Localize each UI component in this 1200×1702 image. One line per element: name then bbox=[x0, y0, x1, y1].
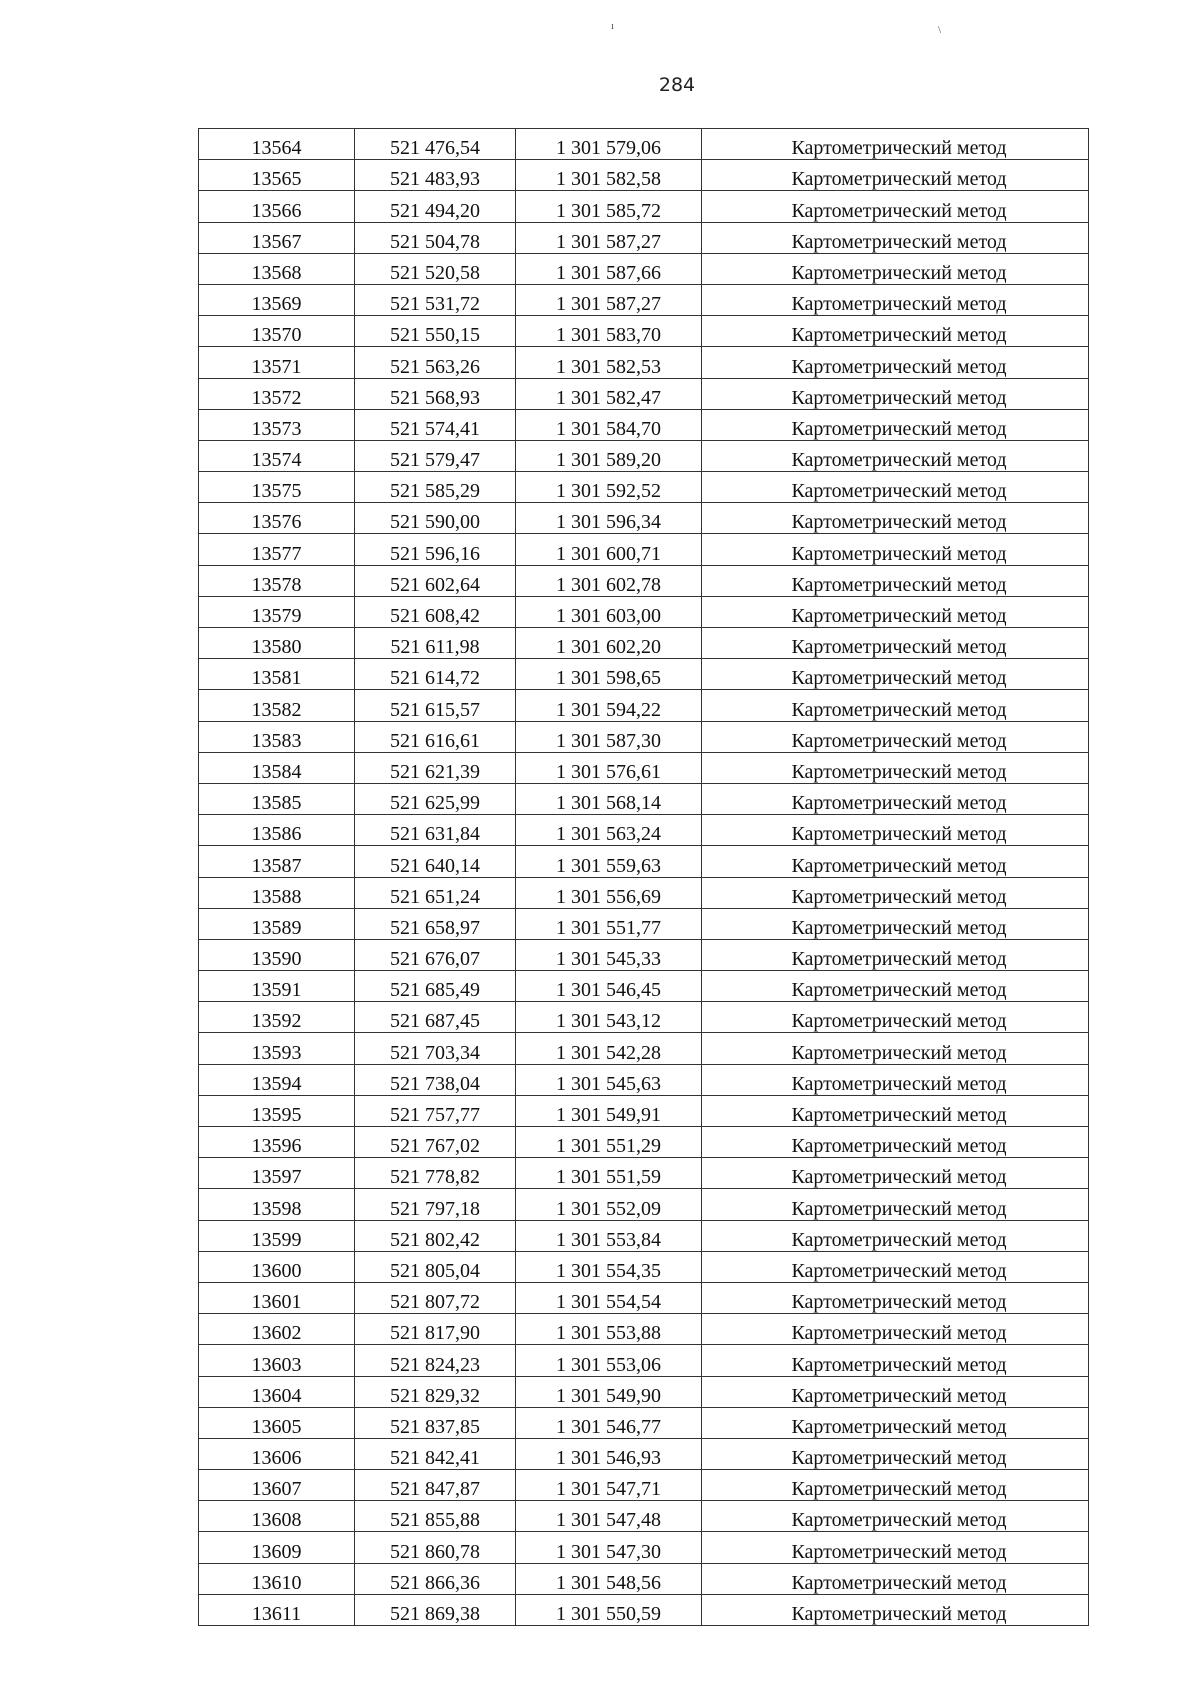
x-coordinate-cell: 521 602,64 bbox=[355, 565, 516, 596]
x-coordinate-cell: 521 631,84 bbox=[355, 815, 516, 846]
point-number-cell: 13585 bbox=[199, 783, 355, 814]
scan-artifact-mark: ı bbox=[611, 20, 615, 32]
method-cell: Картометрический метод bbox=[702, 253, 1089, 284]
point-number-cell: 13587 bbox=[199, 846, 355, 877]
y-coordinate-cell: 1 301 603,00 bbox=[516, 596, 702, 627]
table-row bbox=[199, 129, 1089, 160]
coordinates-table bbox=[198, 128, 1089, 1626]
x-coordinate-cell: 521 757,77 bbox=[355, 1095, 516, 1126]
coordinates-table-body bbox=[199, 129, 1089, 1626]
method-cell: Картометрический метод bbox=[702, 316, 1089, 347]
point-number-cell: 13574 bbox=[199, 440, 355, 471]
y-coordinate-cell: 1 301 582,58 bbox=[516, 160, 702, 191]
table-row bbox=[199, 191, 1089, 222]
x-coordinate-cell: 521 574,41 bbox=[355, 409, 516, 440]
x-coordinate-cell: 521 842,41 bbox=[355, 1438, 516, 1469]
method-cell: Картометрический метод bbox=[702, 409, 1089, 440]
point-number-cell: 13564 bbox=[199, 129, 355, 160]
x-coordinate-cell: 521 579,47 bbox=[355, 440, 516, 471]
point-number-cell: 13605 bbox=[199, 1407, 355, 1438]
method-cell: Картометрический метод bbox=[702, 129, 1089, 160]
point-number-cell: 13582 bbox=[199, 690, 355, 721]
method-cell: Картометрический метод bbox=[702, 1127, 1089, 1158]
table-row bbox=[199, 1033, 1089, 1064]
method-cell: Картометрический метод bbox=[702, 1251, 1089, 1282]
table-row bbox=[199, 347, 1089, 378]
y-coordinate-cell: 1 301 545,33 bbox=[516, 939, 702, 970]
point-number-cell: 13607 bbox=[199, 1470, 355, 1501]
table-row bbox=[199, 690, 1089, 721]
point-number-cell: 13609 bbox=[199, 1532, 355, 1563]
table-row bbox=[199, 534, 1089, 565]
method-cell: Картометрический метод bbox=[702, 1532, 1089, 1563]
method-cell: Картометрический метод bbox=[702, 1095, 1089, 1126]
point-number-cell: 13589 bbox=[199, 908, 355, 939]
table-row bbox=[199, 783, 1089, 814]
table-row bbox=[199, 160, 1089, 191]
x-coordinate-cell: 521 520,58 bbox=[355, 253, 516, 284]
point-number-cell: 13567 bbox=[199, 222, 355, 253]
y-coordinate-cell: 1 301 559,63 bbox=[516, 846, 702, 877]
x-coordinate-cell: 521 494,20 bbox=[355, 191, 516, 222]
table-row bbox=[199, 596, 1089, 627]
table-row bbox=[199, 939, 1089, 970]
x-coordinate-cell: 521 531,72 bbox=[355, 284, 516, 315]
point-number-cell: 13566 bbox=[199, 191, 355, 222]
x-coordinate-cell: 521 805,04 bbox=[355, 1251, 516, 1282]
point-number-cell: 13608 bbox=[199, 1501, 355, 1532]
y-coordinate-cell: 1 301 546,77 bbox=[516, 1407, 702, 1438]
point-number-cell: 13601 bbox=[199, 1282, 355, 1313]
table-row bbox=[199, 1345, 1089, 1376]
table-row bbox=[199, 1189, 1089, 1220]
table-row bbox=[199, 1158, 1089, 1189]
point-number-cell: 13599 bbox=[199, 1220, 355, 1251]
x-coordinate-cell: 521 824,23 bbox=[355, 1345, 516, 1376]
method-cell: Картометрический метод bbox=[702, 440, 1089, 471]
y-coordinate-cell: 1 301 550,59 bbox=[516, 1594, 702, 1625]
method-cell: Картометрический метод bbox=[702, 191, 1089, 222]
point-number-cell: 13576 bbox=[199, 503, 355, 534]
table-row bbox=[199, 1095, 1089, 1126]
table-row bbox=[199, 659, 1089, 690]
x-coordinate-cell: 521 837,85 bbox=[355, 1407, 516, 1438]
y-coordinate-cell: 1 301 584,70 bbox=[516, 409, 702, 440]
method-cell: Картометрический метод bbox=[702, 1563, 1089, 1594]
method-cell: Картометрический метод bbox=[702, 1470, 1089, 1501]
table-row bbox=[199, 378, 1089, 409]
y-coordinate-cell: 1 301 589,20 bbox=[516, 440, 702, 471]
table-row bbox=[199, 721, 1089, 752]
point-number-cell: 13578 bbox=[199, 565, 355, 596]
page-number: 284 bbox=[658, 74, 696, 96]
x-coordinate-cell: 521 608,42 bbox=[355, 596, 516, 627]
method-cell: Картометрический метод bbox=[702, 1220, 1089, 1251]
method-cell: Картометрический метод bbox=[702, 1407, 1089, 1438]
point-number-cell: 13586 bbox=[199, 815, 355, 846]
y-coordinate-cell: 1 301 583,70 bbox=[516, 316, 702, 347]
x-coordinate-cell: 521 625,99 bbox=[355, 783, 516, 814]
x-coordinate-cell: 521 658,97 bbox=[355, 908, 516, 939]
scan-artifact-mark: \ bbox=[938, 24, 942, 36]
table-row bbox=[199, 815, 1089, 846]
y-coordinate-cell: 1 301 602,20 bbox=[516, 628, 702, 659]
x-coordinate-cell: 521 550,15 bbox=[355, 316, 516, 347]
method-cell: Картометрический метод bbox=[702, 1158, 1089, 1189]
method-cell: Картометрический метод bbox=[702, 659, 1089, 690]
x-coordinate-cell: 521 847,87 bbox=[355, 1470, 516, 1501]
y-coordinate-cell: 1 301 553,88 bbox=[516, 1314, 702, 1345]
table-row bbox=[199, 971, 1089, 1002]
x-coordinate-cell: 521 640,14 bbox=[355, 846, 516, 877]
table-row bbox=[199, 752, 1089, 783]
y-coordinate-cell: 1 301 547,30 bbox=[516, 1532, 702, 1563]
method-cell: Картометрический метод bbox=[702, 596, 1089, 627]
x-coordinate-cell: 521 802,42 bbox=[355, 1220, 516, 1251]
point-number-cell: 13611 bbox=[199, 1594, 355, 1625]
method-cell: Картометрический метод bbox=[702, 565, 1089, 596]
x-coordinate-cell: 521 504,78 bbox=[355, 222, 516, 253]
point-number-cell: 13598 bbox=[199, 1189, 355, 1220]
x-coordinate-cell: 521 615,57 bbox=[355, 690, 516, 721]
method-cell: Картометрический метод bbox=[702, 503, 1089, 534]
point-number-cell: 13606 bbox=[199, 1438, 355, 1469]
table-row bbox=[199, 846, 1089, 877]
point-number-cell: 13572 bbox=[199, 378, 355, 409]
y-coordinate-cell: 1 301 553,84 bbox=[516, 1220, 702, 1251]
method-cell: Картометрический метод bbox=[702, 1345, 1089, 1376]
method-cell: Картометрический метод bbox=[702, 1594, 1089, 1625]
y-coordinate-cell: 1 301 585,72 bbox=[516, 191, 702, 222]
method-cell: Картометрический метод bbox=[702, 1064, 1089, 1095]
x-coordinate-cell: 521 585,29 bbox=[355, 472, 516, 503]
y-coordinate-cell: 1 301 554,35 bbox=[516, 1251, 702, 1282]
point-number-cell: 13570 bbox=[199, 316, 355, 347]
table-row bbox=[199, 1220, 1089, 1251]
point-number-cell: 13571 bbox=[199, 347, 355, 378]
table-row bbox=[199, 1282, 1089, 1313]
y-coordinate-cell: 1 301 587,66 bbox=[516, 253, 702, 284]
table-row bbox=[199, 1532, 1089, 1563]
y-coordinate-cell: 1 301 582,47 bbox=[516, 378, 702, 409]
table-row bbox=[199, 409, 1089, 440]
point-number-cell: 13602 bbox=[199, 1314, 355, 1345]
x-coordinate-cell: 521 738,04 bbox=[355, 1064, 516, 1095]
x-coordinate-cell: 521 685,49 bbox=[355, 971, 516, 1002]
y-coordinate-cell: 1 301 548,56 bbox=[516, 1563, 702, 1594]
point-number-cell: 13593 bbox=[199, 1033, 355, 1064]
method-cell: Картометрический метод bbox=[702, 628, 1089, 659]
method-cell: Картометрический метод bbox=[702, 939, 1089, 970]
y-coordinate-cell: 1 301 553,06 bbox=[516, 1345, 702, 1376]
method-cell: Картометрический метод bbox=[702, 1438, 1089, 1469]
y-coordinate-cell: 1 301 596,34 bbox=[516, 503, 702, 534]
y-coordinate-cell: 1 301 582,53 bbox=[516, 347, 702, 378]
method-cell: Картометрический метод bbox=[702, 1501, 1089, 1532]
point-number-cell: 13592 bbox=[199, 1002, 355, 1033]
method-cell: Картометрический метод bbox=[702, 877, 1089, 908]
method-cell: Картометрический метод bbox=[702, 347, 1089, 378]
point-number-cell: 13600 bbox=[199, 1251, 355, 1282]
point-number-cell: 13580 bbox=[199, 628, 355, 659]
x-coordinate-cell: 521 596,16 bbox=[355, 534, 516, 565]
x-coordinate-cell: 521 866,36 bbox=[355, 1563, 516, 1594]
table-row bbox=[199, 1127, 1089, 1158]
method-cell: Картометрический метод bbox=[702, 908, 1089, 939]
point-number-cell: 13597 bbox=[199, 1158, 355, 1189]
y-coordinate-cell: 1 301 549,90 bbox=[516, 1376, 702, 1407]
x-coordinate-cell: 521 797,18 bbox=[355, 1189, 516, 1220]
method-cell: Картометрический метод bbox=[702, 721, 1089, 752]
y-coordinate-cell: 1 301 551,29 bbox=[516, 1127, 702, 1158]
point-number-cell: 13573 bbox=[199, 409, 355, 440]
x-coordinate-cell: 521 817,90 bbox=[355, 1314, 516, 1345]
point-number-cell: 13577 bbox=[199, 534, 355, 565]
table-row bbox=[199, 503, 1089, 534]
point-number-cell: 13565 bbox=[199, 160, 355, 191]
y-coordinate-cell: 1 301 545,63 bbox=[516, 1064, 702, 1095]
y-coordinate-cell: 1 301 554,54 bbox=[516, 1282, 702, 1313]
y-coordinate-cell: 1 301 547,71 bbox=[516, 1470, 702, 1501]
method-cell: Картометрический метод bbox=[702, 1376, 1089, 1407]
table-row bbox=[199, 1251, 1089, 1282]
x-coordinate-cell: 521 767,02 bbox=[355, 1127, 516, 1158]
point-number-cell: 13603 bbox=[199, 1345, 355, 1376]
y-coordinate-cell: 1 301 587,27 bbox=[516, 284, 702, 315]
y-coordinate-cell: 1 301 563,24 bbox=[516, 815, 702, 846]
y-coordinate-cell: 1 301 549,91 bbox=[516, 1095, 702, 1126]
method-cell: Картометрический метод bbox=[702, 846, 1089, 877]
table-row bbox=[199, 1376, 1089, 1407]
point-number-cell: 13610 bbox=[199, 1563, 355, 1594]
y-coordinate-cell: 1 301 547,48 bbox=[516, 1501, 702, 1532]
table-row bbox=[199, 1594, 1089, 1625]
table-row bbox=[199, 1407, 1089, 1438]
point-number-cell: 13591 bbox=[199, 971, 355, 1002]
y-coordinate-cell: 1 301 543,12 bbox=[516, 1002, 702, 1033]
method-cell: Картометрический метод bbox=[702, 690, 1089, 721]
point-number-cell: 13596 bbox=[199, 1127, 355, 1158]
x-coordinate-cell: 521 703,34 bbox=[355, 1033, 516, 1064]
method-cell: Картометрический метод bbox=[702, 472, 1089, 503]
table-row bbox=[199, 472, 1089, 503]
method-cell: Картометрический метод bbox=[702, 815, 1089, 846]
point-number-cell: 13588 bbox=[199, 877, 355, 908]
x-coordinate-cell: 521 476,54 bbox=[355, 129, 516, 160]
point-number-cell: 13569 bbox=[199, 284, 355, 315]
method-cell: Картометрический метод bbox=[702, 160, 1089, 191]
method-cell: Картометрический метод bbox=[702, 1282, 1089, 1313]
x-coordinate-cell: 521 807,72 bbox=[355, 1282, 516, 1313]
x-coordinate-cell: 521 829,32 bbox=[355, 1376, 516, 1407]
y-coordinate-cell: 1 301 552,09 bbox=[516, 1189, 702, 1220]
point-number-cell: 13575 bbox=[199, 472, 355, 503]
table-row bbox=[199, 1064, 1089, 1095]
y-coordinate-cell: 1 301 576,61 bbox=[516, 752, 702, 783]
x-coordinate-cell: 521 590,00 bbox=[355, 503, 516, 534]
table-row bbox=[199, 253, 1089, 284]
method-cell: Картометрический метод bbox=[702, 222, 1089, 253]
point-number-cell: 13581 bbox=[199, 659, 355, 690]
point-number-cell: 13595 bbox=[199, 1095, 355, 1126]
y-coordinate-cell: 1 301 579,06 bbox=[516, 129, 702, 160]
method-cell: Картометрический метод bbox=[702, 284, 1089, 315]
y-coordinate-cell: 1 301 587,27 bbox=[516, 222, 702, 253]
y-coordinate-cell: 1 301 602,78 bbox=[516, 565, 702, 596]
table-row bbox=[199, 316, 1089, 347]
x-coordinate-cell: 521 563,26 bbox=[355, 347, 516, 378]
x-coordinate-cell: 521 676,07 bbox=[355, 939, 516, 970]
table-row bbox=[199, 1314, 1089, 1345]
point-number-cell: 13579 bbox=[199, 596, 355, 627]
table-row bbox=[199, 1470, 1089, 1501]
y-coordinate-cell: 1 301 592,52 bbox=[516, 472, 702, 503]
y-coordinate-cell: 1 301 546,93 bbox=[516, 1438, 702, 1469]
x-coordinate-cell: 521 611,98 bbox=[355, 628, 516, 659]
table-row bbox=[199, 1002, 1089, 1033]
method-cell: Картометрический метод bbox=[702, 971, 1089, 1002]
method-cell: Картометрический метод bbox=[702, 1314, 1089, 1345]
y-coordinate-cell: 1 301 600,71 bbox=[516, 534, 702, 565]
y-coordinate-cell: 1 301 546,45 bbox=[516, 971, 702, 1002]
y-coordinate-cell: 1 301 551,59 bbox=[516, 1158, 702, 1189]
x-coordinate-cell: 521 568,93 bbox=[355, 378, 516, 409]
x-coordinate-cell: 521 687,45 bbox=[355, 1002, 516, 1033]
x-coordinate-cell: 521 860,78 bbox=[355, 1532, 516, 1563]
y-coordinate-cell: 1 301 587,30 bbox=[516, 721, 702, 752]
point-number-cell: 13568 bbox=[199, 253, 355, 284]
point-number-cell: 13584 bbox=[199, 752, 355, 783]
y-coordinate-cell: 1 301 594,22 bbox=[516, 690, 702, 721]
table-row bbox=[199, 284, 1089, 315]
y-coordinate-cell: 1 301 598,65 bbox=[516, 659, 702, 690]
method-cell: Картометрический метод bbox=[702, 378, 1089, 409]
point-number-cell: 13583 bbox=[199, 721, 355, 752]
table-row bbox=[199, 1563, 1089, 1594]
point-number-cell: 13604 bbox=[199, 1376, 355, 1407]
table-row bbox=[199, 628, 1089, 659]
table-row bbox=[199, 1438, 1089, 1469]
table-row bbox=[199, 908, 1089, 939]
table-row bbox=[199, 222, 1089, 253]
table-row bbox=[199, 565, 1089, 596]
point-number-cell: 13590 bbox=[199, 939, 355, 970]
method-cell: Картометрический метод bbox=[702, 534, 1089, 565]
table-row bbox=[199, 1501, 1089, 1532]
x-coordinate-cell: 521 616,61 bbox=[355, 721, 516, 752]
method-cell: Картометрический метод bbox=[702, 1189, 1089, 1220]
y-coordinate-cell: 1 301 568,14 bbox=[516, 783, 702, 814]
table-row bbox=[199, 877, 1089, 908]
x-coordinate-cell: 521 778,82 bbox=[355, 1158, 516, 1189]
y-coordinate-cell: 1 301 542,28 bbox=[516, 1033, 702, 1064]
point-number-cell: 13594 bbox=[199, 1064, 355, 1095]
method-cell: Картометрический метод bbox=[702, 752, 1089, 783]
x-coordinate-cell: 521 855,88 bbox=[355, 1501, 516, 1532]
x-coordinate-cell: 521 651,24 bbox=[355, 877, 516, 908]
y-coordinate-cell: 1 301 556,69 bbox=[516, 877, 702, 908]
x-coordinate-cell: 521 869,38 bbox=[355, 1594, 516, 1625]
x-coordinate-cell: 521 483,93 bbox=[355, 160, 516, 191]
x-coordinate-cell: 521 621,39 bbox=[355, 752, 516, 783]
table-row bbox=[199, 440, 1089, 471]
method-cell: Картометрический метод bbox=[702, 1002, 1089, 1033]
method-cell: Картометрический метод bbox=[702, 1033, 1089, 1064]
x-coordinate-cell: 521 614,72 bbox=[355, 659, 516, 690]
method-cell: Картометрический метод bbox=[702, 783, 1089, 814]
y-coordinate-cell: 1 301 551,77 bbox=[516, 908, 702, 939]
